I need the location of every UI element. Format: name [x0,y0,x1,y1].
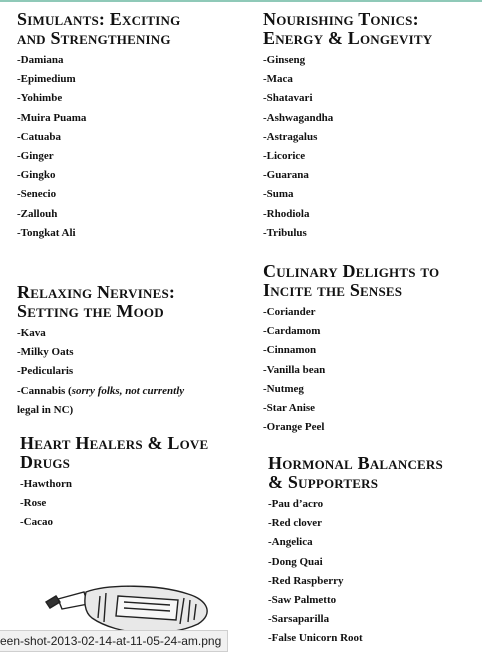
heading-culinary [263,262,439,300]
list-item: -Rose [20,497,47,510]
list-item: -Sarsaparilla [268,613,330,626]
section-heart [20,434,208,533]
list-item: -Coriander [263,306,316,318]
list-item: -Shatavari [263,92,313,105]
list-item: -Catuaba [17,130,62,143]
heading-line: Incite the Senses [263,280,403,300]
list-item: -Tribulus [263,226,307,239]
list-item: -Red clover [268,517,323,530]
list-item: -Rhodiola [263,207,310,220]
list-item: -Tongkat Ali [17,226,76,239]
list-item: -Ginseng [263,54,306,66]
list-item: -False Unicorn Root [268,632,363,645]
list-tonics [263,51,432,243]
list-item: -Cinnamon [263,344,317,357]
list-item: -Orange Peel [263,421,325,434]
list-item: -Star Anise [263,402,316,415]
heading-line: Relaxing Nervines: [17,282,176,302]
list-hormonal [268,495,443,649]
section-nervines [17,283,227,420]
heading-nervines [17,283,227,321]
list-item: -Damiana [17,54,64,66]
list-item: -Saw Palmetto [268,594,337,607]
list-stimulants [17,51,180,243]
list-item: -Yohimbe [17,92,63,105]
heading-stimulants [17,10,180,48]
list-item: -Gingko [17,169,56,182]
heading-heart [20,434,208,472]
heading-line: Drugs [20,452,71,472]
heading-line: Simulants: Exciting [17,9,181,29]
heading-line: Culinary Delights to [263,261,440,281]
list-item: -Epimedium [17,73,76,86]
list-item: -Pau d’acro [268,498,324,510]
list-heart [20,475,208,533]
list-item: -Vanilla bean [263,363,326,376]
list-culinary [263,303,439,437]
list-item: -Ashwagandha [263,111,334,124]
heading-line: Setting the Mood [17,301,164,321]
heading-line: Energy & Longevity [263,28,433,48]
list-item: -Muira Puama [17,111,87,124]
bottle-illustration [38,578,218,638]
heading-line: Heart Healers & Love [20,433,209,453]
cannabis-prefix: -Cannabis ( [17,384,72,397]
heading-line: & Supporters [268,472,379,492]
list-item: -Cardamom [263,325,321,338]
list-item: -Angelica [268,536,313,549]
list-item: -Guarana [263,169,309,182]
list-item: -Maca [263,73,293,86]
list-item: -Dong Quai [268,555,323,568]
section-stimulants [17,10,180,243]
section-hormonal [268,454,443,649]
list-item: -Milky Oats [17,346,74,359]
list-item-cannabis [17,382,227,420]
list-item: -Red Raspberry [268,574,344,587]
heading-line: Hormonal Balancers [268,453,443,473]
section-tonics [263,10,432,243]
cannabis-note: sorry folks, not currently [71,384,185,397]
list-item: -Hawthorn [20,478,72,490]
heading-hormonal [268,454,443,492]
list-item: -Astragalus [263,130,318,143]
list-item: -Cacao [20,516,53,529]
list-item: -Ginger [17,150,54,163]
top-border [0,0,482,2]
list-item: -Nutmeg [263,382,304,395]
list-item: -Suma [263,188,294,201]
list-item: -Licorice [263,150,306,163]
filename-label: een-shot-2013-02-14-at-11-05-24-am.png [0,630,228,652]
section-culinary [263,262,439,437]
list-item: -Kava [17,327,46,339]
heading-line: Nourishing Tonics: [263,9,419,29]
cannabis-suffix: legal in NC) [17,403,74,416]
list-item: -Zallouh [17,207,58,220]
heading-line: and Strengthening [17,28,171,48]
heading-tonics [263,10,432,48]
list-item: -Senecio [17,188,57,201]
list-nervines [17,324,227,420]
list-item: -Pedicularis [17,365,74,378]
